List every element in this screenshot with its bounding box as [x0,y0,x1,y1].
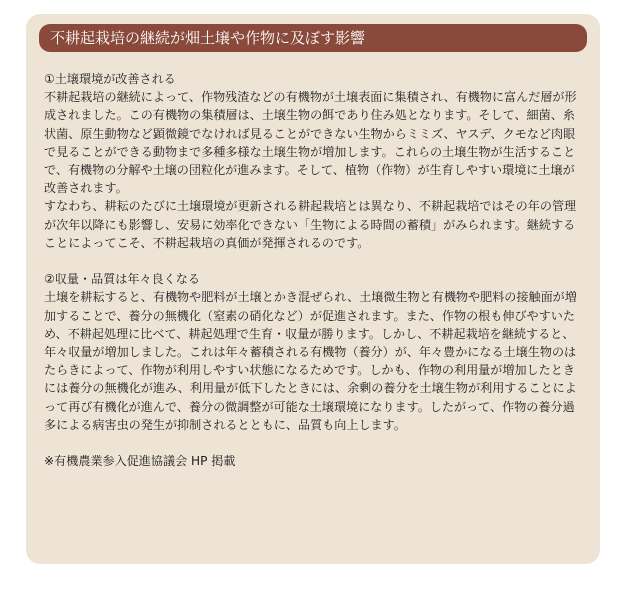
section-yield-quality [44,270,584,434]
section-soil-environment [44,70,584,252]
source-note: ※有機農業参入促進協議会 HP 掲載 [44,454,236,469]
section-paragraph: 不耕起栽培の継続によって、作物残渣などの有機物が土壌表面に集積され、有機物に富んだ層が形成されました。この有機物の集積層は、土壌生物の餌であり住み処となります。そして、細菌、糸状菌、原生動物など顕微鏡でなければ見ることができない生物からミミズ、ヤスデ、クモなど肉眼で見ることができる動物まで多種多様な土壌生物が増加します。これらの土壌生物が生活することで、有機物の分解や土壌の団粒化が進みます。そして、植物（作物）が生育しやすい環境に土壌が改善されます。 [44,90,577,196]
card-title: 不耕起栽培の継続が畑土壌や作物に及ぼす影響 [39,24,587,52]
section-paragraph: すなわち、耕耘のたびに土壌環境が更新される耕起栽培とは異なり、不耕起栽培ではその年の管理が次年以降にも影響し、安易に効率化できない「生物による時間の蓄積」がみられます。継続することによってこそ、不耕起栽培の真価が発揮されるのです。 [44,199,577,250]
section-heading: ①土壌環境が改善される [44,72,176,86]
card-body [44,70,584,470]
section-spacer [44,252,584,270]
section-spacer [44,434,584,452]
section-heading: ②収量・品質は年々良くなる [44,272,200,287]
info-card [26,14,600,564]
section-paragraph: 土壌を耕耘すると、有機物や肥料が土壌とかき混ぜられ、土壌微生物と有機物や肥料の接触面が増加することで、養分の無機化（窒素の硝化など）が促進されます。また、作物の根も伸びやすいため、不耕起処理に比べて、耕起処理で生育・収量が勝ります。しかし、不耕起栽培を継続すると、年々収量が増加しました。これは年々蓄積される有機物（養分）が、年々豊かになる土壌生物のはたらきによって、作物が利用しやすい状態になるためです。しかも、作物の利用量が増加したときには養分の無機化が進み、利用量が低下したときには、余剰の養分を土壌生物が利用することによって再び有機化が進んで、養分の微調整が可能な土壌環境になります。したがって、作物の養分過多による病害虫の発生が抑制されるとともに、品質も向上します。 [44,290,577,432]
